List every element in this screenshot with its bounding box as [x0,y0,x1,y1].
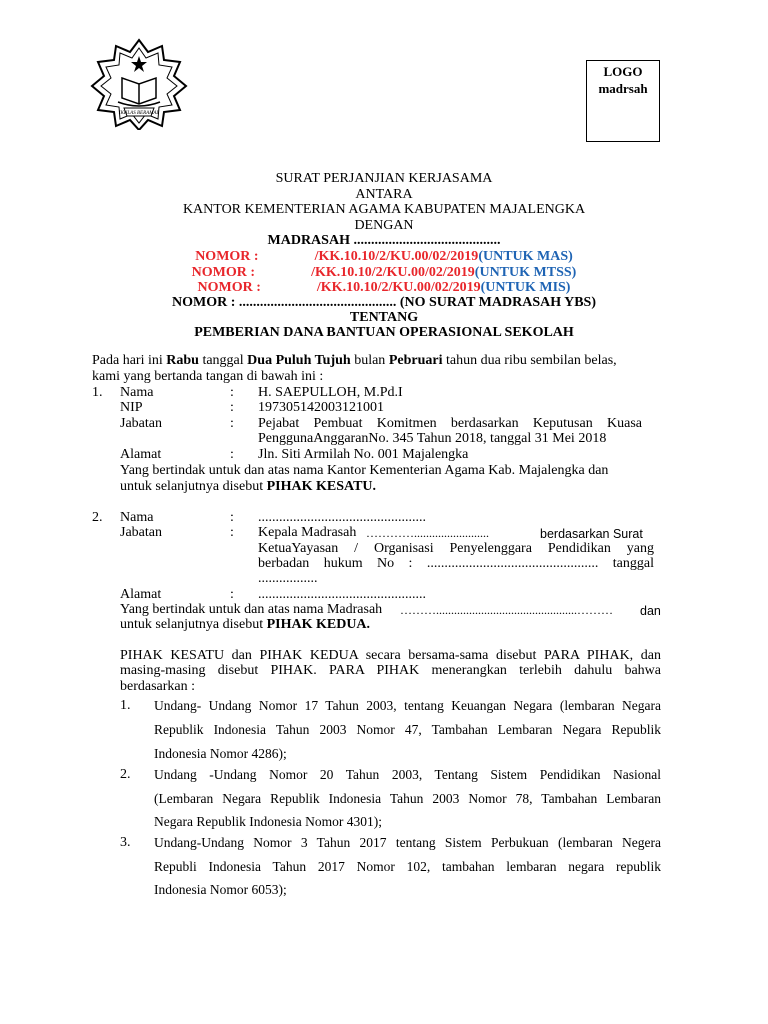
field-label: Nama [120,385,154,400]
list-item-line: (Lembaran Negara Republik Indonesia Tahun 2003 Nomor 78, Tambahan Lembaran [154,791,661,806]
field-label: Nama [120,510,154,525]
madrasah-line: MADRASAH .......................................... [267,233,501,248]
pihak-paragraph-line: berdasarkan : [120,679,196,694]
nomor-ybs-line: NOMOR : ............................................. (NO SURAT MADRASAH YBS) [171,295,597,310]
list-item-line: Undang -Undang Nomor 20 Tahun 2003, Tentang Sistem Pendidikan Nasional [154,767,661,782]
colon: : [230,416,234,431]
field-label: Jabatan [120,525,162,540]
party1-nip: 197305142003121001 [258,400,384,415]
nomor-row: NOMOR : /KK.10.10/2/KU.00/02/2019(UNTUK MAS) [195,249,573,264]
pihak-paragraph-line: PIHAK KESATU dan PIHAK KEDUA secara bersama-sama disebut PARA PIHAK, dan [120,648,661,663]
kemenag-emblem-icon [88,38,190,130]
colon: : [230,447,234,462]
field-label: Jabatan [120,416,162,431]
logo-label: LOGO [603,64,643,79]
nomor-row: NOMOR : /KK.10.10/2/KU.00/02/2019(UNTUK MTSS) [191,265,577,280]
intro-line: Pada hari ini Rabu tanggal Dua Puluh Tujuh bulan Pebruari tahun dua ribu sembilan belas, [92,353,617,368]
subject-line: PEMBERIAN DANA BANTUAN OPERASIONAL SEKOLAH [194,325,574,340]
field-label: Alamat [120,587,162,602]
pihak-paragraph-line: masing-masing disebut PIHAK. PARA PIHAK menerangkan terlebih dahulu bahwa [120,663,661,678]
party2-designation: untuk selanjutnya disebut PIHAK KEDUA. [120,617,371,632]
party2-jabatan-cont: berbadan hukum No : ................................................. tanggal [258,556,654,571]
colon: : [230,510,234,525]
party2-address: ................................................ [258,587,426,602]
party2-jabatan: Kepala Madrasah [258,525,357,540]
colon: : [230,587,234,602]
party2-jabatan-dots: …………......................... [366,526,489,540]
title-line: SURAT PERJANJIAN KERJASAMA [275,171,493,186]
colon: : [230,400,234,415]
party1-name: H. SAEPULLOH, M.Pd.I [258,385,403,400]
colon: : [230,525,234,540]
party2-jabatan-cont: KetuaYayasan / Organisasi Penyelenggara Pendidikan yang [258,541,654,556]
list-item-line: Indonesia Nomor 6053); [154,882,287,897]
logo-placeholder-box [586,60,660,142]
dengan-line: DENGAN [354,218,414,233]
nomor-row: NOMOR : /KK.10.10/2/KU.00/02/2019(UNTUK MIS) [197,280,571,295]
list-number: 1. [120,698,131,713]
colon: : [230,385,234,400]
field-label: Alamat [120,447,162,462]
party2-number: 2. [92,510,103,525]
party2-closing: Yang bertindak untuk dan atas nama Madrasah [120,602,383,617]
antara-line: ANTARA [355,187,413,202]
party2-jabatan-date: ................. [258,571,318,586]
list-item-line: Republik Indonesia Tahun 2003 Nomor 47, Tambahan Lembaran Negara Republik [154,722,661,737]
list-item-line: Indonesia Nomor 4286); [154,746,287,761]
party2-jabatan-basis: berdasarkan Surat [540,527,643,541]
party1-designation: untuk selanjutnya disebut PIHAK KESATU. [120,479,377,494]
list-item-line: Undang- Undang Nomor 17 Tahun 2003, tentang Keuangan Negara (lembaran Negara [154,698,661,713]
party1-number: 1. [92,385,103,400]
party1-closing: Yang bertindak untuk dan atas nama Kantor Kementerian Agama Kab. Majalengka dan [120,463,609,478]
kantor-line: KANTOR KEMENTERIAN AGAMA KABUPATEN MAJALENGKA [182,202,586,217]
tentang-line: TENTANG [349,310,419,325]
list-number: 3. [120,835,131,850]
intro-line-2: kami yang bertanda tangan di bawah ini : [92,369,324,384]
logo-sublabel: madrsah [598,81,648,96]
party2-closing-dan: dan [640,604,661,618]
party1-address: Jln. Siti Armilah No. 001 Majalengka [258,447,469,462]
svg-text:IKHLAS BERAMAL: IKHLAS BERAMAL [118,111,160,116]
list-number: 2. [120,767,131,782]
field-label: NIP [120,400,143,415]
party1-jabatan: Pejabat Pembuat Komitmen berdasarkan Keputusan Kuasa [258,416,642,431]
list-item-line: Negara Republik Indonesia Nomor 4301); [154,814,382,829]
party2-closing-dots: ………...............................................……… [400,603,613,617]
list-item-line: Undang-Undang Nomor 3 Tahun 2017 tentang Sistem Perbukuan (lembaran Negera [154,835,661,850]
party1-jabatan-cont: PenggunaAnggaranNo. 345 Tahun 2018, tanggal 31 Mei 2018 [258,431,607,446]
list-item-line: Republi Indonesia Tahun 2017 Nomor 102, tambahan lembaran negara republik [154,859,661,874]
party2-name: ................................................ [258,510,426,525]
